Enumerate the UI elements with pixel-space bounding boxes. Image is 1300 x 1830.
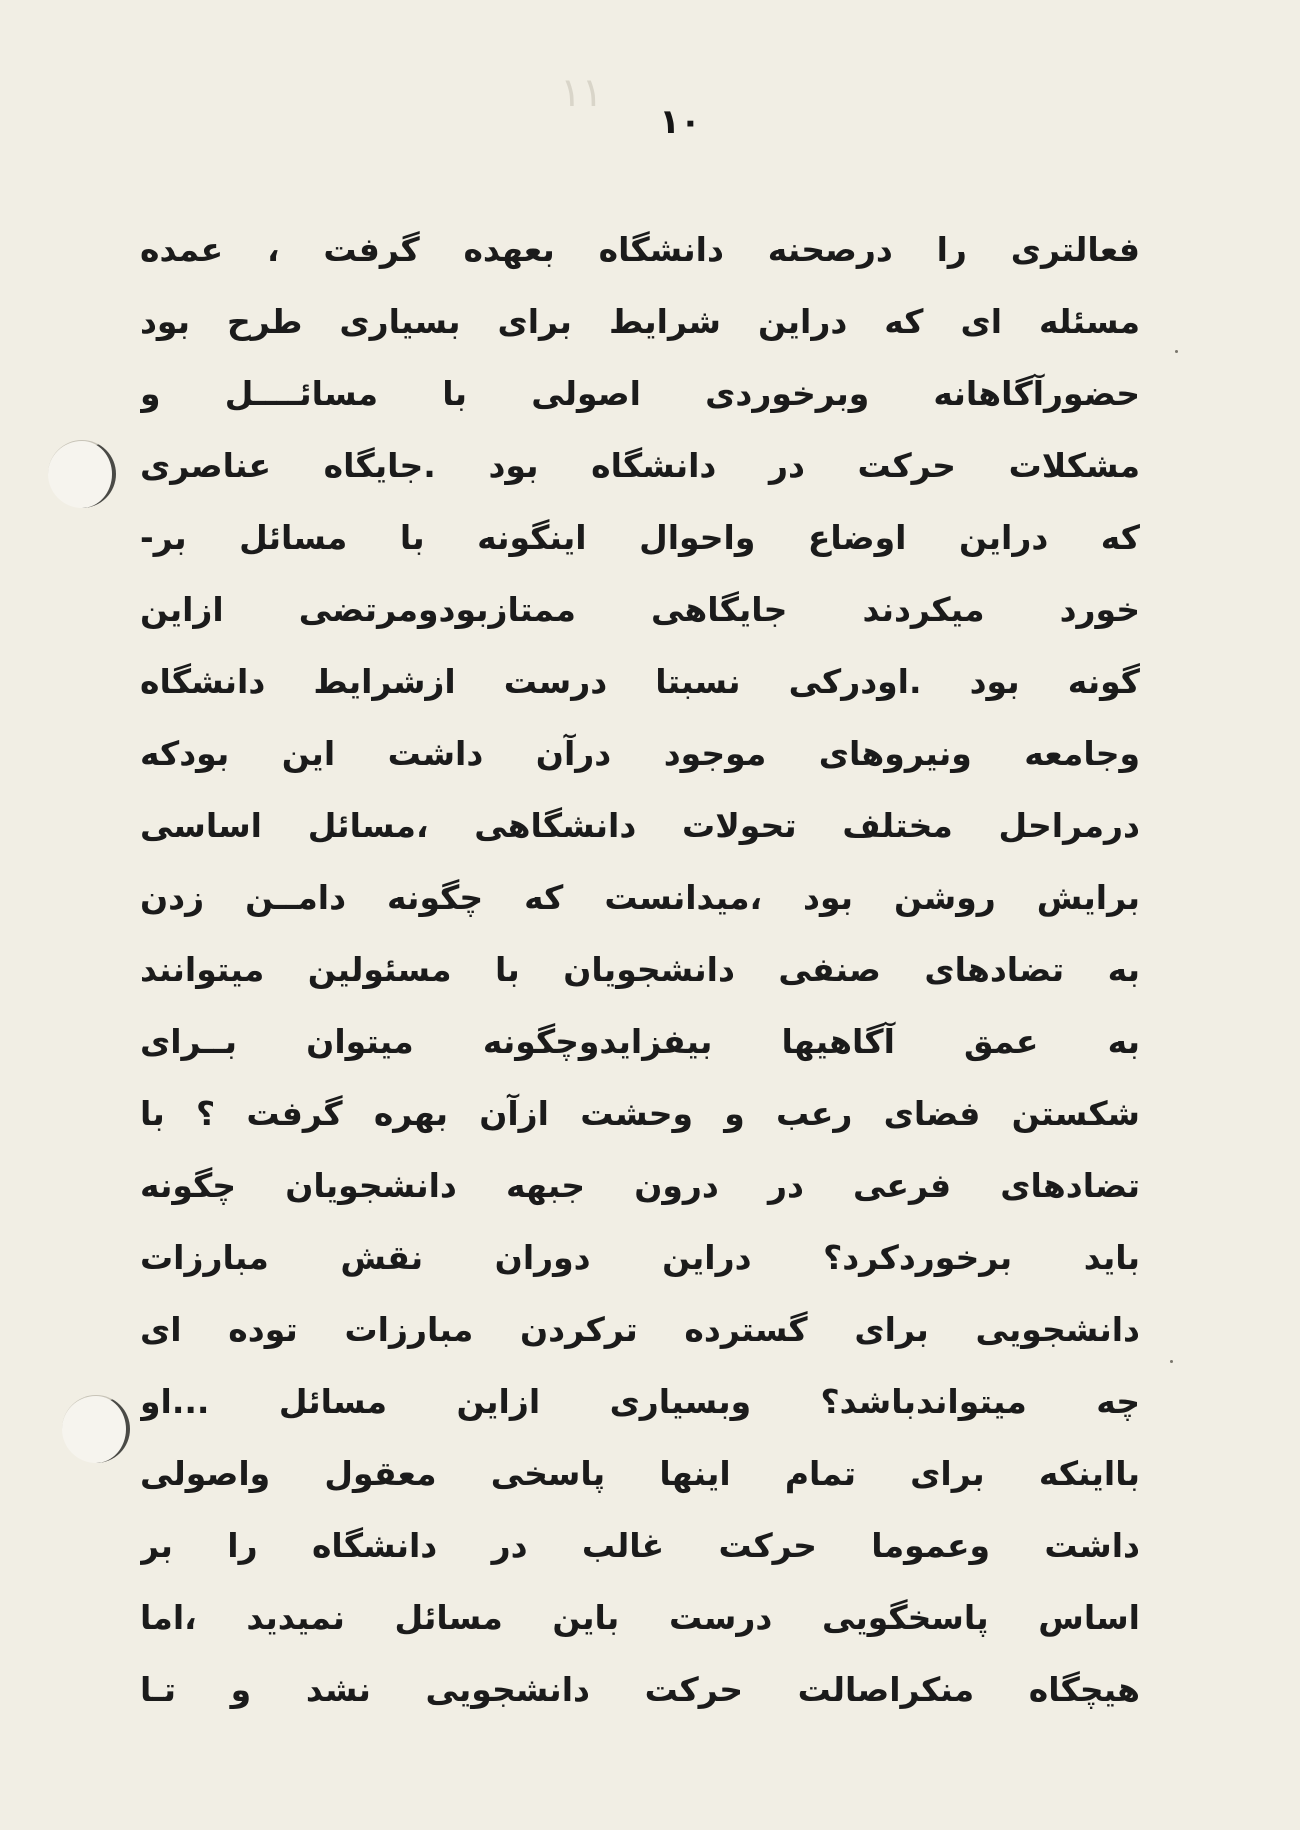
text-line: بااینکه برای تمام اینها پاسخی معقول واصولی: [140, 1454, 1140, 1493]
text-line: تضادهای فرعی در درون جبهه دانشجویان چگونه: [140, 1166, 1140, 1205]
text-line: داشت وعموما حرکت غالب در دانشگاه را بر: [140, 1526, 1140, 1565]
paper-speck: [1170, 1360, 1173, 1363]
text-line: باید برخوردکرد؟ دراین دوران نقش مبارزات: [140, 1238, 1140, 1277]
text-line: اساس پاسخگویی درست باین مسائل نمیدید ،اما: [140, 1598, 1140, 1637]
page-number: ۱۰: [659, 102, 701, 142]
text-line: دانشجویی برای گسترده ترکردن مبارزات توده ای: [140, 1310, 1140, 1349]
text-line: فعالتری را درصحنه دانشگاه بعهده گرفت ، عمده: [140, 230, 1140, 269]
body-paragraph: [140, 214, 1140, 1726]
text-line: وجامعه ونیروهای موجود درآن داشت این بودکه: [140, 734, 1140, 773]
text-line: چه میتواندباشد؟ وبسیاری ازاین مسائل ...او: [140, 1382, 1140, 1421]
text-line: که دراین اوضاع واحوال اینگونه با مسائل بر-: [140, 518, 1140, 557]
text-line: به عمق آگاهیها بیفزایدوچگونه میتوان بــرای: [140, 1022, 1140, 1061]
text-line: حضورآگاهانه وبرخوردی اصولی با مسائــــل و: [140, 374, 1140, 413]
text-line: مسئله ای که دراین شرایط برای بسیاری طرح بود: [140, 302, 1140, 341]
bleed-through-page-number: ۱۱: [560, 70, 603, 116]
text-line: به تضادهای صنفی دانشجویان با مسئولین میتوانند: [140, 950, 1140, 989]
text-line: شکستن فضای رعب و وحشت ازآن بهره گرفت ؟ با: [140, 1094, 1140, 1133]
text-line: خورد میکردند جایگاهی ممتازبودومرتضی ازاین: [140, 590, 1140, 629]
paper-speck: [1175, 350, 1178, 353]
punch-hole: [62, 1395, 130, 1463]
text-line: مشکلات حرکت در دانشگاه بود .جایگاه عناصری: [140, 446, 1140, 485]
text-line: هیچگاه منکراصالت حرکت دانشجویی نشد و تـا: [140, 1670, 1140, 1709]
punch-hole: [48, 440, 116, 508]
text-line: برایش روشن بود ،میدانست که چگونه دامــن زدن: [140, 878, 1140, 917]
text-line: درمراحل مختلف تحولات دانشگاهی ،مسائل اساسی: [140, 806, 1140, 845]
text-line: گونه بود .اودرکی نسبتا درست ازشرایط دانشگاه: [140, 662, 1140, 701]
